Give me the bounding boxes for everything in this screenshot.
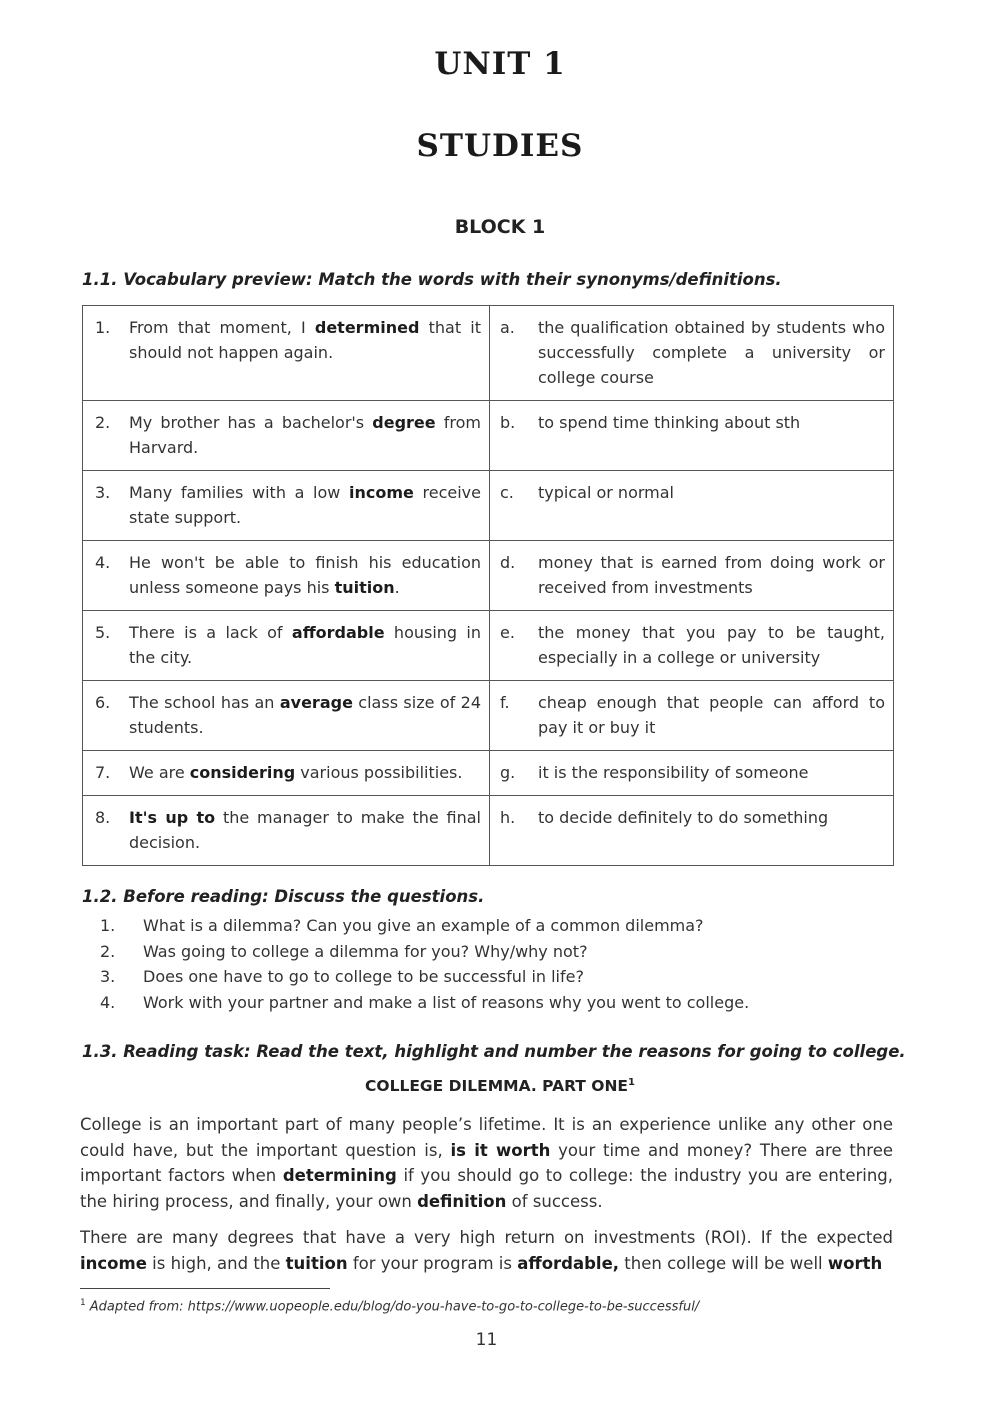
table-row <box>83 541 894 611</box>
question-text: Was going to college a dilemma for you? Why/why not? <box>143 941 588 961</box>
sentence-pre: We are <box>129 763 190 782</box>
discussion-questions-list <box>100 913 890 1015</box>
definition-cell <box>490 611 894 681</box>
sentence-number: 3. <box>95 483 111 502</box>
article-paragraph-1 <box>80 1112 893 1214</box>
sentence-pre: My brother has a bachelor's <box>129 413 373 432</box>
question-number: 4. <box>100 992 116 1012</box>
footnote-marker: 1 <box>628 1077 635 1088</box>
definition-cell <box>490 751 894 796</box>
key-word: average <box>279 693 353 712</box>
table-row <box>83 611 894 681</box>
text-run: There are many degrees that have a very high return on investments (ROI). If the expected <box>80 1228 893 1247</box>
key-word: income <box>349 483 414 502</box>
footnote-number: 1 <box>80 1298 86 1308</box>
definition-text: it is the responsibility of someone <box>538 763 809 782</box>
section-1-1-heading: 1.1. Vocabulary preview: Match the words with their synonyms/definitions. <box>82 270 782 289</box>
page-number: 11 <box>475 1330 498 1350</box>
sentence-text <box>129 550 481 600</box>
definition-text: to decide definitely to do something <box>538 808 829 827</box>
question-number: 1. <box>100 916 116 935</box>
question-number: 3. <box>100 967 116 986</box>
article-title <box>0 1077 1000 1095</box>
definition-text: to spend time thinking about sth <box>538 413 801 432</box>
sentence-pre: He won't be able to finish his education unless someone pays his <box>129 553 481 597</box>
table-row <box>83 471 894 541</box>
definition-text: the money that you pay to be taught, especially in a college or university <box>538 623 885 667</box>
sentence-post: that it should not happen again. <box>129 318 481 362</box>
sentence-pre: From that moment, I <box>129 318 315 337</box>
definition-letter: d. <box>500 553 516 572</box>
sentence-post: from Harvard. <box>129 413 481 457</box>
section-1-3-heading: 1.3. Reading task: Read the text, highlight and number the reasons for going to college. <box>82 1042 906 1061</box>
sentence-post: . <box>394 578 400 597</box>
section-1-2-heading: 1.2. Before reading: Discuss the questions. <box>82 887 485 906</box>
definition-text: typical or normal <box>538 483 674 502</box>
question-text: Does one have to go to college to be successful in life? <box>143 967 584 986</box>
sentence-post: class size of 24 students. <box>129 693 481 737</box>
sentence-post: various possibilities. <box>295 763 463 782</box>
sentence-cell <box>83 611 490 681</box>
list-item <box>100 939 890 965</box>
sentence-number: 8. <box>95 808 111 827</box>
text-run: is high, and the <box>146 1253 286 1273</box>
sentence-text <box>129 620 481 670</box>
key-phrase: worth <box>827 1253 883 1273</box>
key-word: considering <box>189 763 296 782</box>
key-word: degree <box>372 413 436 432</box>
key-word: determined <box>314 318 420 337</box>
footnote-text: Adapted from: https://www.uopeople.edu/blog/do-you-have-to-go-to-college-to-be-successful/ <box>89 1299 700 1315</box>
key-word: affordable <box>291 623 385 642</box>
table-row <box>83 401 894 471</box>
footnote <box>80 1298 699 1314</box>
sentence-text <box>129 760 481 785</box>
sentence-number: 6. <box>95 693 111 712</box>
question-number: 2. <box>100 941 116 961</box>
definition-letter: b. <box>500 413 516 432</box>
text-run: of success. <box>506 1191 603 1211</box>
sentence-cell <box>83 401 490 471</box>
definition-text: cheap enough that people can afford to pay it or buy it <box>538 693 885 737</box>
sentence-text <box>129 315 481 365</box>
definition-letter: c. <box>500 483 514 502</box>
vocabulary-matching-table <box>82 305 894 866</box>
unit-topic: STUDIES <box>416 128 584 164</box>
definition-cell <box>490 681 894 751</box>
key-phrase: tuition <box>285 1253 348 1273</box>
question-text: Work with your partner and make a list of reasons why you went to college. <box>143 992 750 1012</box>
key-phrase: definition <box>417 1191 507 1211</box>
key-phrase: is it worth <box>450 1140 551 1160</box>
sentence-text <box>129 690 481 740</box>
key-word: It's up to <box>129 808 216 827</box>
question-text: What is a dilemma? Can you give an example of a common dilemma? <box>143 916 704 935</box>
sentence-cell <box>83 796 490 866</box>
text-run: then college will be well <box>619 1253 828 1273</box>
sentence-post: the manager to make the final decision. <box>129 808 481 852</box>
table-row <box>83 306 894 401</box>
text-run: College is an important part of many people’s lifetime. It is an experience unlike any other one could have, but the important question is, <box>80 1115 893 1160</box>
definition-letter: h. <box>500 808 516 827</box>
sentence-cell <box>83 471 490 541</box>
key-phrase: determining <box>282 1166 397 1185</box>
sentence-number: 2. <box>95 413 111 432</box>
table-row <box>83 751 894 796</box>
definition-cell <box>490 796 894 866</box>
definition-letter: a. <box>500 318 515 337</box>
sentence-text <box>129 805 481 855</box>
sentence-cell <box>83 751 490 796</box>
sentence-cell <box>83 541 490 611</box>
sentence-number: 7. <box>95 763 111 782</box>
sentence-post: receive state support. <box>129 483 481 527</box>
sentence-number: 5. <box>95 623 111 642</box>
list-item <box>100 964 890 990</box>
block-title: BLOCK 1 <box>454 216 546 238</box>
unit-title: UNIT 1 <box>434 46 566 82</box>
text-run: if you should go to college: the industry you are entering, the hiring process, and finally, your own <box>80 1166 894 1211</box>
sentence-pre: The school has an <box>129 693 280 712</box>
definition-cell <box>490 306 894 401</box>
key-word: tuition <box>334 578 395 597</box>
sentence-pre: There is a lack of <box>129 623 292 642</box>
definition-letter: f. <box>500 693 510 712</box>
sentence-pre: Many families with a low <box>129 483 350 502</box>
table-row <box>83 796 894 866</box>
text-run: for your program is <box>347 1253 518 1273</box>
sentence-cell <box>83 681 490 751</box>
list-item <box>100 913 890 939</box>
definition-cell <box>490 541 894 611</box>
definition-cell <box>490 471 894 541</box>
footnote-divider <box>80 1288 330 1289</box>
article-title-text: COLLEGE DILEMMA. PART ONE <box>365 1077 629 1096</box>
key-phrase: affordable, <box>517 1253 620 1273</box>
sentence-post: housing in the city. <box>129 623 482 667</box>
table-row <box>83 681 894 751</box>
text-run: your time and money? There are three important factors when <box>80 1140 894 1185</box>
definition-letter: g. <box>500 763 516 782</box>
definition-letter: e. <box>500 623 515 642</box>
sentence-number: 1. <box>95 318 111 337</box>
definition-cell <box>490 401 894 471</box>
sentence-number: 4. <box>95 553 111 572</box>
definition-text: the qualification obtained by students who successfully complete a university or college course <box>538 318 885 387</box>
sentence-text <box>129 480 481 530</box>
article-paragraph-2 <box>80 1225 893 1276</box>
sentence-cell <box>83 306 490 401</box>
key-phrase: income <box>80 1253 147 1273</box>
definition-text: money that is earned from doing work or received from investments <box>538 553 885 597</box>
list-item <box>100 990 890 1016</box>
sentence-text <box>129 410 481 460</box>
